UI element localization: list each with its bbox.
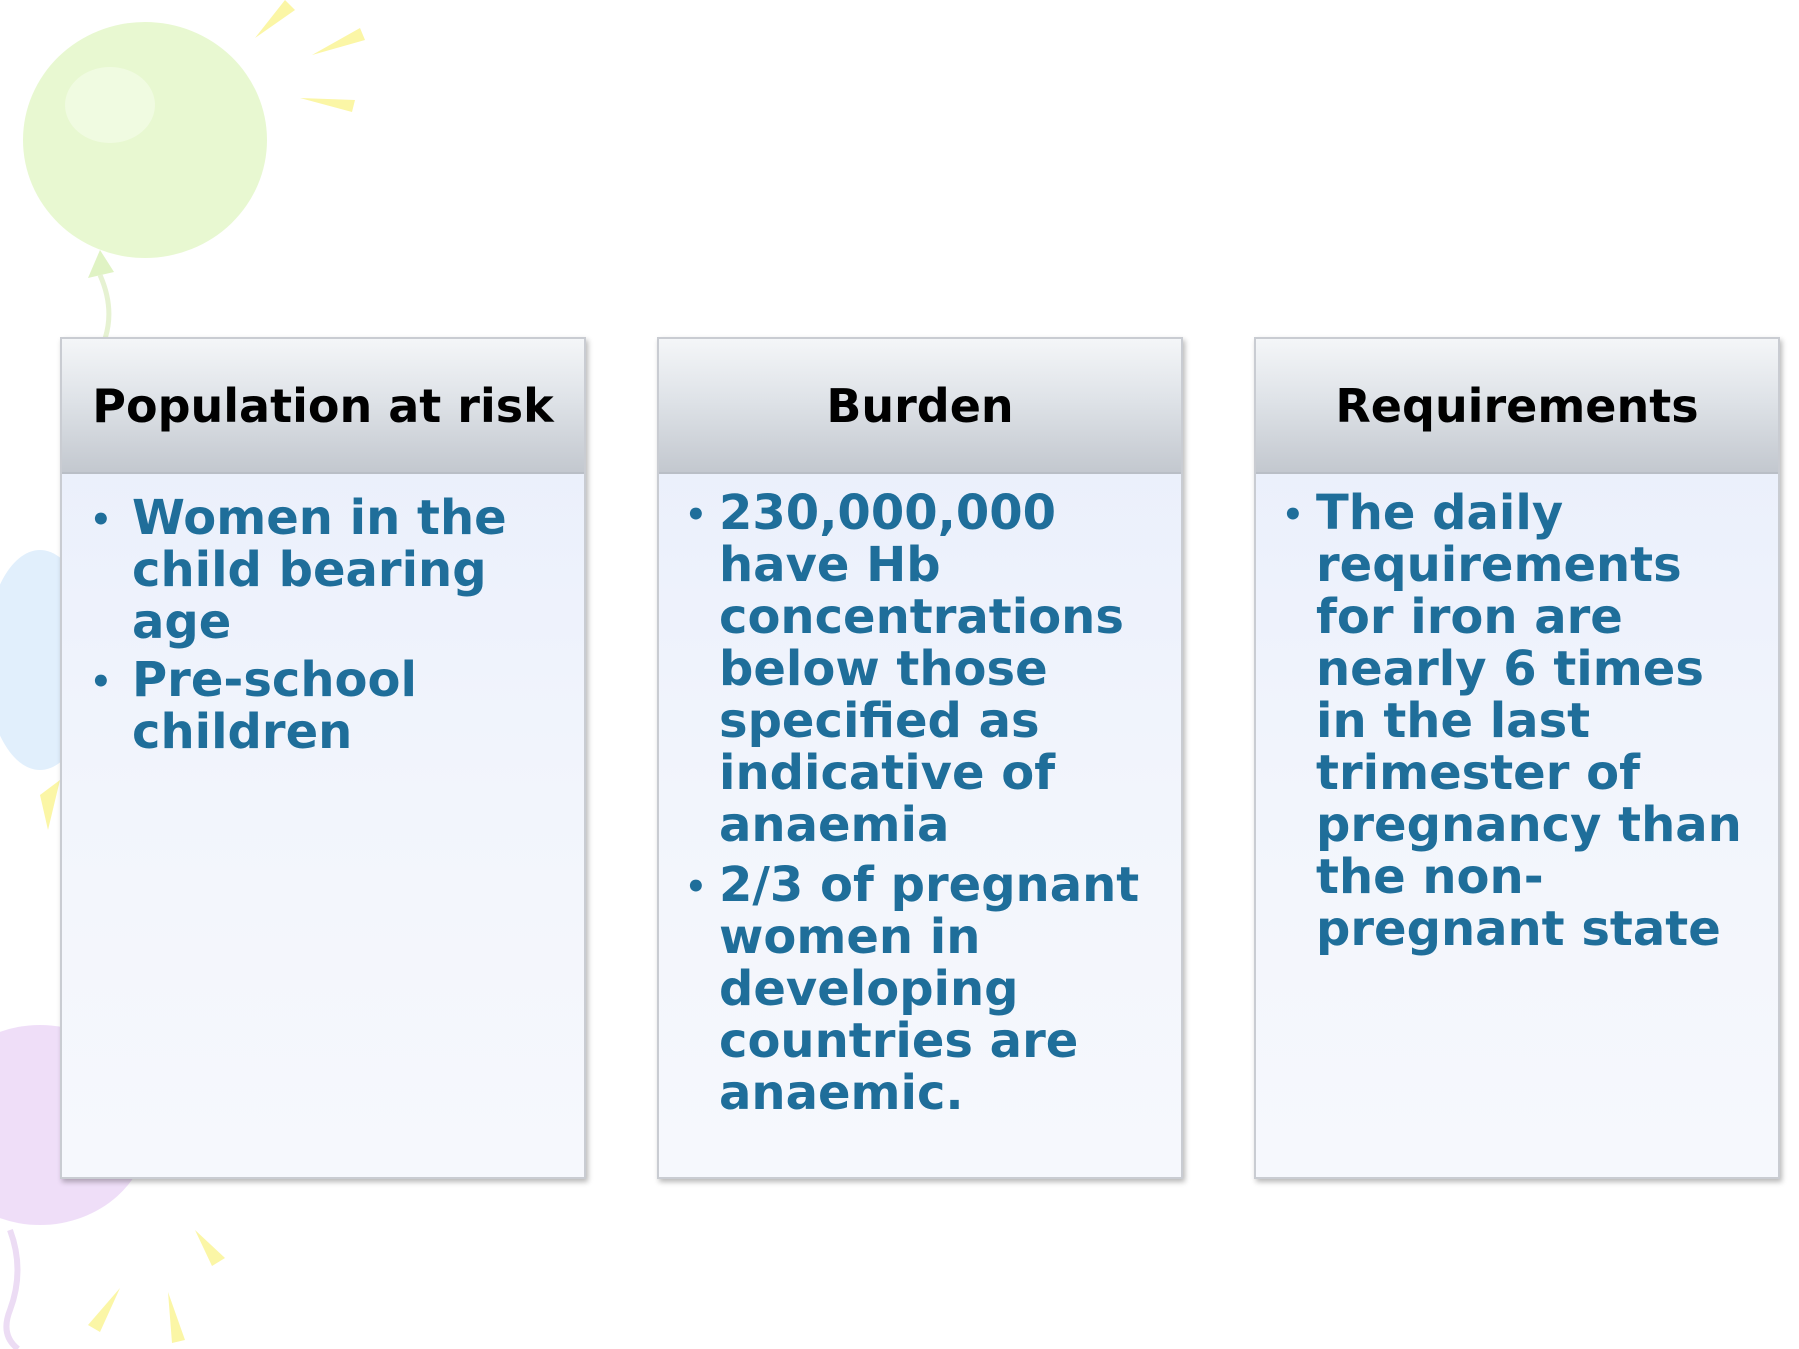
bullet-icon: • — [685, 867, 707, 907]
bullet-list — [62, 474, 584, 758]
card-population-at-risk — [60, 337, 586, 1179]
card-burden — [657, 337, 1183, 1179]
bullet-icon: • — [90, 500, 112, 540]
card-header — [62, 339, 584, 474]
list-item-text: 230,000,000 have Hb concentrations below those specified as indicative of anaemia — [719, 485, 1124, 853]
list-item — [90, 654, 564, 758]
list-item-text: Women in the child bearing age — [132, 490, 507, 650]
card-header — [659, 339, 1181, 474]
card-title: Population at risk — [92, 378, 554, 433]
list-item — [685, 487, 1167, 851]
list-item-text: The daily requirements for iron are nearly 6 times in the last trimester of pregnancy than the non-pregnant state — [1316, 485, 1742, 957]
list-item — [90, 492, 564, 648]
card-title: Requirements — [1335, 378, 1699, 433]
list-item — [1282, 487, 1764, 955]
list-item-text: Pre-school children — [132, 652, 417, 760]
card-title: Burden — [826, 378, 1014, 433]
bullet-icon: • — [685, 495, 707, 535]
bullet-icon: • — [90, 662, 112, 702]
bullet-list — [1256, 474, 1778, 955]
card-requirements — [1254, 337, 1780, 1179]
list-item-text: 2/3 of pregnant women in developing countries are anaemic. — [719, 857, 1140, 1121]
bullet-list — [659, 474, 1181, 1119]
card-header — [1256, 339, 1778, 474]
bullet-icon: • — [1282, 495, 1304, 535]
list-item — [685, 859, 1167, 1119]
